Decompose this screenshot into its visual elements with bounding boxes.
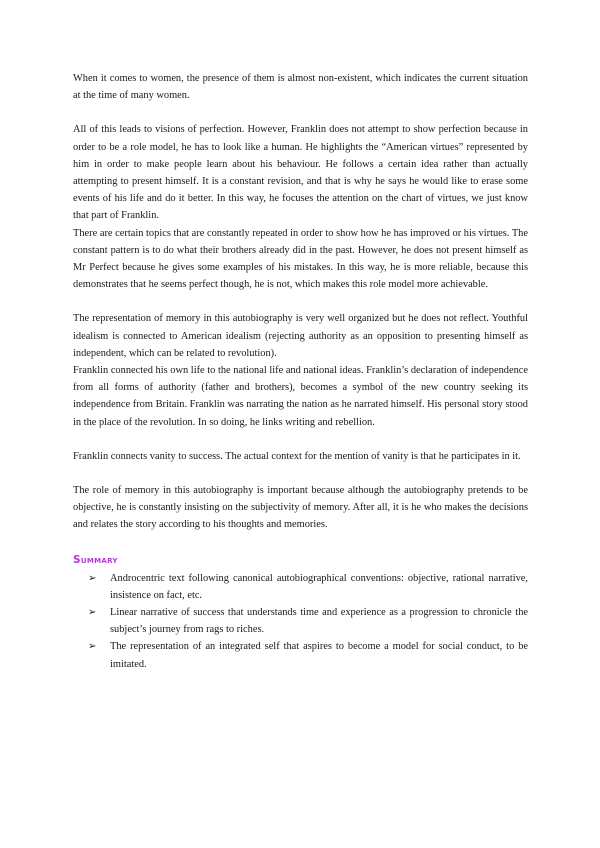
document-body (73, 70, 528, 673)
paragraph-gap (73, 465, 528, 482)
summary-item-text: Linear narrative of success that understands time and experience as a progression to chronicle the subject’s journey from rags to riches. (110, 607, 528, 636)
paragraph-topics: There are certain topics that are constantly repeated in order to show how he has improved or his virtues. The constant pattern is to do what their brothers already did in the past. However, he does not present himself as Mr Perfect because he gives some examples of his mistakes. In this way, he is more reliable, because this demonstrates that he seems perfect though, he is not, which makes this role model more achievable. (73, 227, 528, 291)
summary-item-text: Androcentric text following canonical autobiographical conventions: objective, rational narrative, insistence on fact, etc. (110, 572, 528, 601)
paragraph-memory-representation: The representation of memory in this autobiography is very well organized but he does not reflect. Youthful idealism is connected to American idealism (rejecting authority as an opposition to presenting himself as independent, which can be related to revolution). (73, 313, 528, 359)
paragraph-memory-role: The role of memory in this autobiography is important because although the autobiography pretends to be objective, he is constantly insisting on the subjectivity of memory. After all, it is he who makes the decisions and relates the story according to his thoughts and memories. (73, 485, 528, 531)
arrow-bullet-icon: ➢ (88, 572, 97, 584)
paragraph-gap (73, 431, 528, 448)
paragraph-perfection: All of this leads to visions of perfection. However, Franklin does not attempt to show perfection because in order to be a role model, he has to look like a human. He highlights the “American virtues” represented by him in order to make people learn about his behaviour. He follows a certain idea rather than actually attempting to present himself. It is a constant revision, and that is why he says he would like to erase some events of his life and do it better. In this way, he focuses the attention on the chart of virtues, we just know that part of Franklin. (73, 124, 528, 222)
arrow-bullet-icon: ➢ (88, 641, 97, 653)
summary-item (73, 604, 528, 638)
paragraph-gap (73, 293, 528, 310)
summary-item (73, 570, 528, 604)
paragraph-vanity: Franklin connects vanity to success. The actual context for the mention of vanity is that he participates in it. (73, 450, 521, 462)
summary-list (73, 570, 528, 673)
summary-heading: Summary (73, 553, 118, 566)
summary-item (73, 638, 528, 672)
summary-item-text: The representation of an integrated self that aspires to become a model for social conduct, to be imitated. (110, 641, 528, 670)
paragraph-women: When it comes to women, the presence of them is almost non-existent, which indicates the current situation at the time of many women. (73, 73, 528, 102)
paragraph-gap (73, 104, 528, 121)
arrow-bullet-icon: ➢ (88, 607, 97, 619)
paragraph-national-life: Franklin connected his own life to the national life and national ideas. Franklin’s declaration of independence from all forms of authority (father and brothers), becomes a symbol of the new country seeking its independence from Britain. Franklin was narrating the nation as he narrated himself. His personal story stood in the place of the revolution. In so doing, he links writing and rebellion. (73, 365, 528, 428)
